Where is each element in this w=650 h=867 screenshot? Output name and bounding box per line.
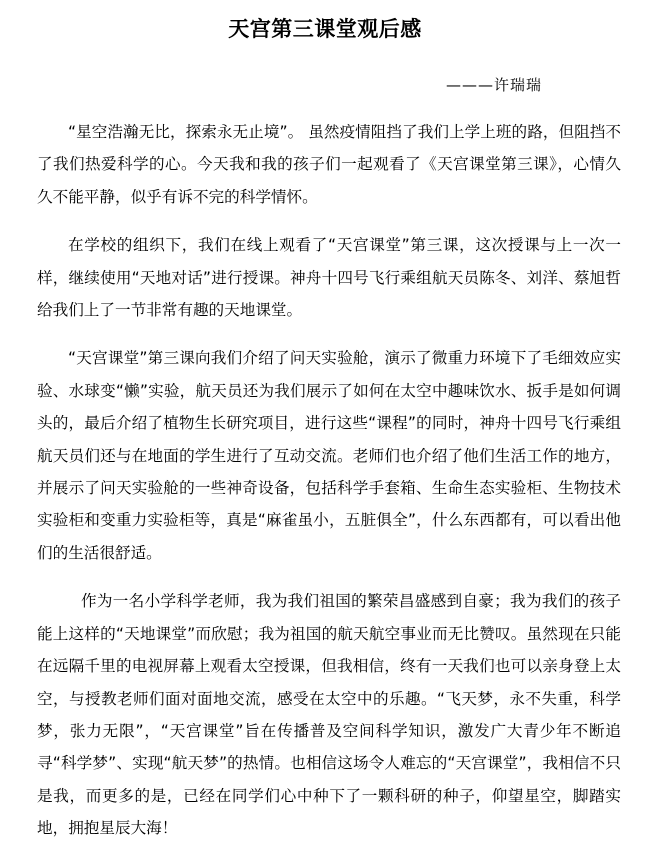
author-line: ———许瑞瑞	[445, 76, 542, 94]
document-title: 天宫第三课堂观后感	[228, 16, 422, 41]
paragraph-1: “星空浩瀚无比，探索永无止境”。 虽然疫情阻挡了我们上学上班的路，但阻挡不了我们热爱科学的心。今天我和我的孩子们一起观看了《天宫课堂第三课》，心情久久不能平静，似乎有诉不完的科学情怀。	[37, 123, 621, 206]
paragraph-4: 作为一名小学科学老师，我为我们祖国的繁荣昌盛感到自豪；我为我们的孩子能上这样的“天地课堂”而欣慰；我为祖国的航天航空事业而无比赞叹。虽然现在只能在远隔千里的电视屏幕上观看太空授课，但我相信，终有一天我们也可以亲身登上太空，与授教老师们面对面地交流，感受在太空中的乐趣。“飞天梦，永不失重，科学梦，张力无限”，“天宫课堂”旨在传播普及空间科学知识，激发广大青少年不断追寻“科学梦”、实现“航天梦”的热情。也相信这场令人难忘的“天宫课堂”，我相信不只是我，而更多的是，已经在同学们心中种下了一颗科研的种子，仰望星空，脚踏实地，拥抱星辰大海！	[37, 592, 621, 838]
paragraph-3: “天宫课堂”第三课向我们介绍了问天实验舱，演示了微重力环境下了毛细效应实验、水球变“懒”实验，航天员还为我们展示了如何在太空中趣味饮水、扳手是如何调头的，最后介绍了植物生长研究项目，进行这些“课程”的同时，神舟十四号飞行乘组航天员们还与在地面的学生进行了互动交流。老师们也介绍了他们生活工作的地方，并展示了问天实验舱的一些神奇设备，包括科学手套箱、生命生态实验柜、生物技术实验柜和变重力实验柜等，真是“麻雀虽小，五脏俱全”，什么东西都有，可以看出他们的生活很舒适。	[37, 349, 621, 562]
essay-body	[37, 116, 621, 845]
paragraph-2: 在学校的组织下，我们在线上观看了“天宫课堂”第三课，这次授课与上一次一样，继续使用“天地对话”进行授课。神舟十四号飞行乘组航天员陈冬、刘洋、蔡旭哲给我们上了一节非常有趣的天地课堂。	[37, 236, 621, 320]
